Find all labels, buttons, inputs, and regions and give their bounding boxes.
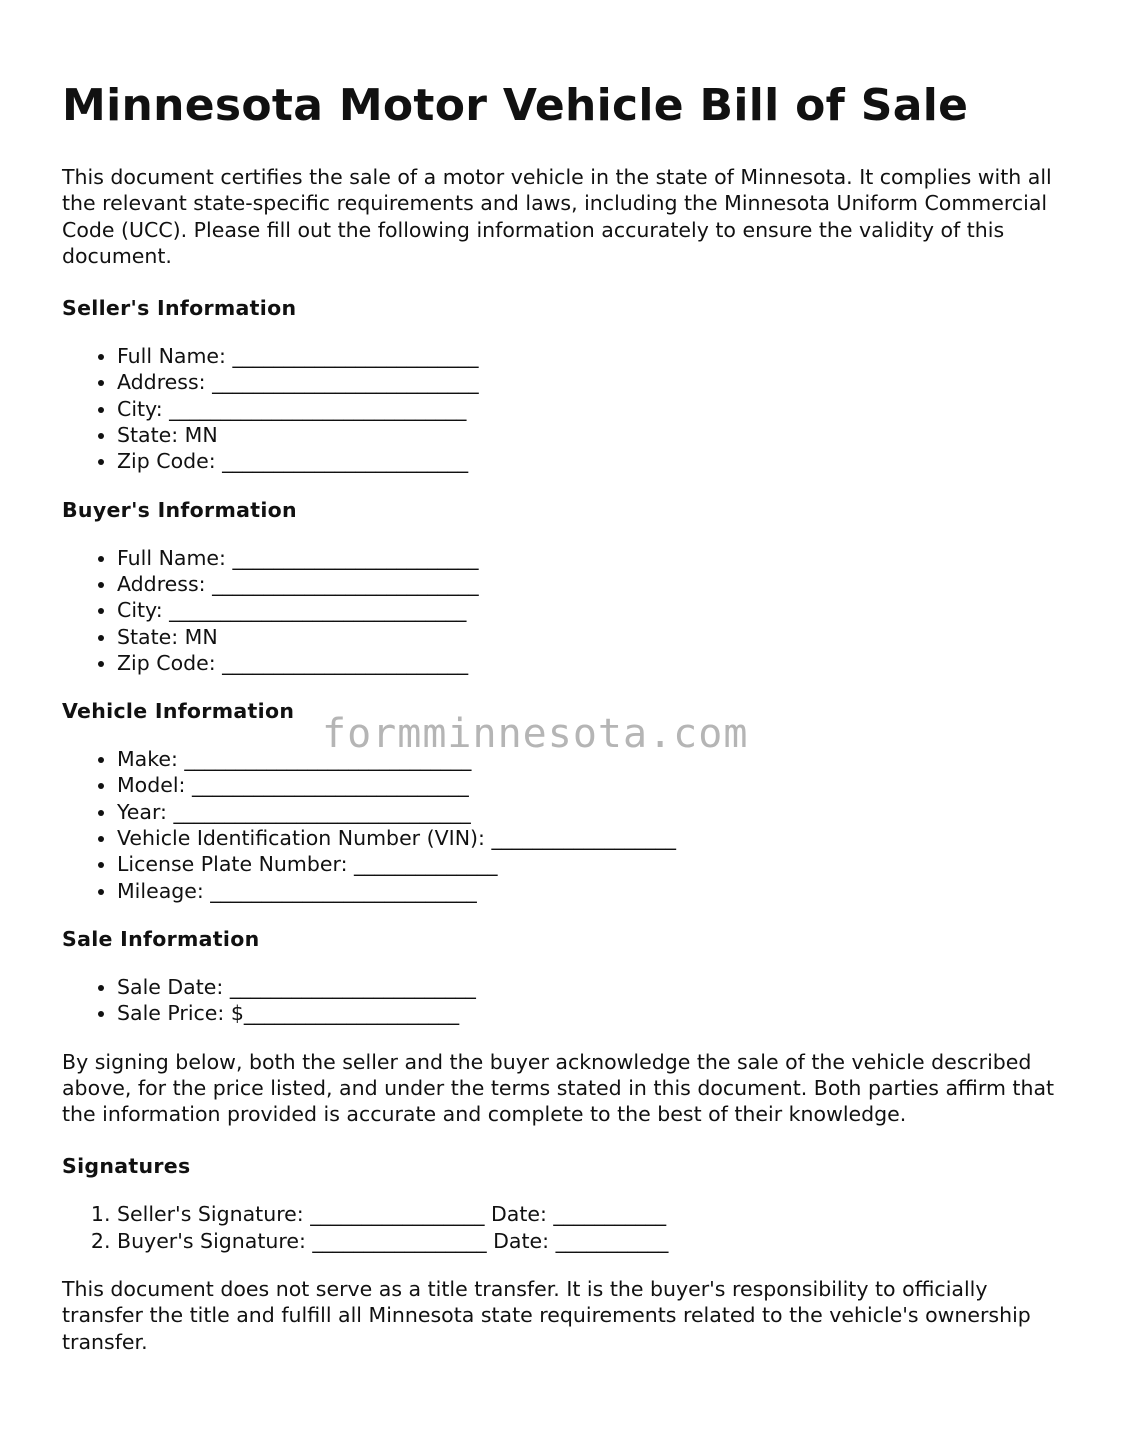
intro-paragraph: This document certifies the sale of a motor vehicle in the state of Minnesota. It complies with all the relevant state-specific requirements and laws, including the Minnesota Uniform Commercial Code (UCC). Please fill out the following information accurately to ensure the validity of this document.	[62, 165, 1052, 268]
sale-date-field: • Sale Date: ________________________	[117, 974, 1072, 1000]
seller-full-name-field: • Full Name: ________________________	[117, 343, 1072, 369]
seller-state-field: • State: MN	[117, 422, 1072, 448]
sale-price-field: • Sale Price: $_____________________	[117, 1000, 1072, 1026]
acknowledgment-paragraph: By signing below, both the seller and the buyer acknowledge the sale of the vehicle described above, for the price listed, and under the terms stated in this document. Both parties affirm that the information provided is accurate and complete to the best of their knowledge.	[62, 1049, 1055, 1127]
sale-heading: Sale Information	[62, 926, 260, 951]
signatures-list	[62, 1201, 1072, 1254]
document-title: Minnesota Motor Vehicle Bill of Sale	[62, 80, 969, 131]
vehicle-model-field: • Model: ___________________________	[117, 772, 1072, 798]
vehicle-info-list	[62, 746, 1072, 904]
vehicle-make-field: • Make: ____________________________	[117, 746, 1072, 772]
vehicle-mileage-field: • Mileage: __________________________	[117, 878, 1072, 904]
vehicle-heading: Vehicle Information	[62, 699, 295, 724]
seller-info-list	[62, 343, 1072, 474]
buyer-info-list	[62, 545, 1072, 676]
document-page	[62, 78, 1072, 1381]
seller-city-field: • City: _____________________________	[117, 396, 1072, 422]
seller-signature-line: 1. Seller's Signature: _________________ Date: ___________	[117, 1201, 1072, 1227]
closing-paragraph: This document does not serve as a title transfer. It is the buyer's responsibility to officially transfer the title and fulfill all Minnesota state requirements related to the vehicle's ownership transfer.	[62, 1277, 1031, 1354]
buyer-address-field: • Address: __________________________	[117, 571, 1072, 597]
buyer-signature-line: 2. Buyer's Signature: _________________ Date: ___________	[117, 1228, 1072, 1254]
vehicle-year-field: • Year: _____________________________	[117, 799, 1072, 825]
buyer-full-name-field: • Full Name: ________________________	[117, 545, 1072, 571]
seller-address-field: • Address: __________________________	[117, 369, 1072, 395]
watermark: formminnesota.com	[322, 711, 749, 757]
vehicle-plate-field: • License Plate Number: ______________	[117, 851, 1072, 877]
signatures-heading: Signatures	[62, 1154, 191, 1179]
buyer-zip-field: • Zip Code: ________________________	[117, 650, 1072, 676]
buyer-city-field: • City: _____________________________	[117, 597, 1072, 623]
buyer-heading: Buyer's Information	[62, 497, 297, 522]
sale-info-list	[62, 974, 1072, 1027]
vehicle-vin-field: • Vehicle Identification Number (VIN): __________________	[117, 825, 1072, 851]
buyer-state-field: • State: MN	[117, 624, 1072, 650]
seller-heading: Seller's Information	[62, 296, 297, 321]
seller-zip-field: • Zip Code: ________________________	[117, 448, 1072, 474]
